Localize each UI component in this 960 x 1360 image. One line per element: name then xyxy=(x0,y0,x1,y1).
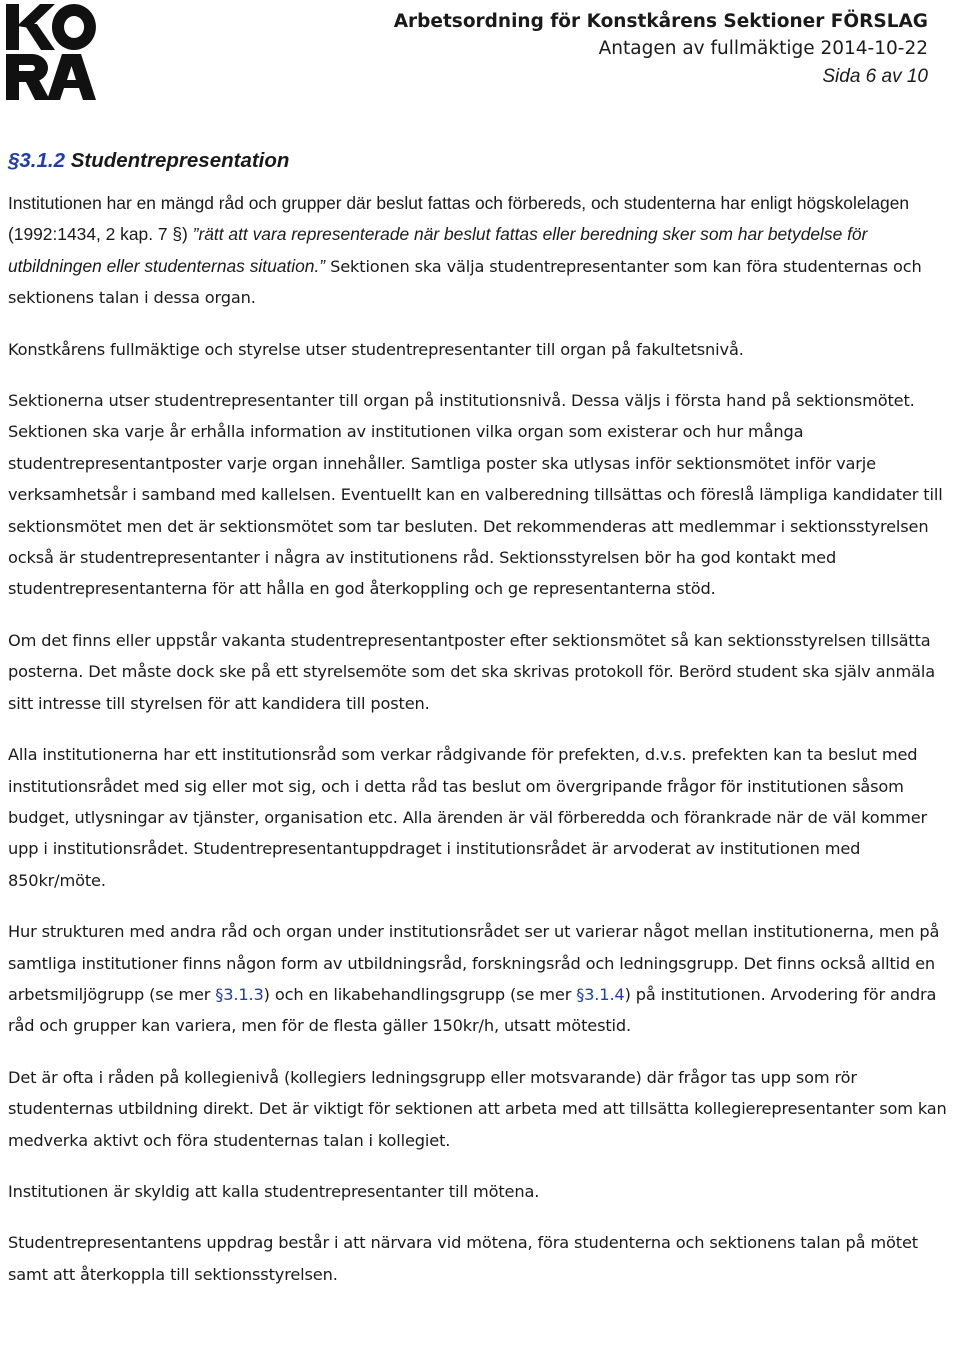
paragraph-institution-council: Alla institutionerna har ett institutionsråd som verkar rådgivande för prefekten, d.v.s. prefekten kan ta beslut med institutionsrådet med sig eller mot sig, och i detta råd tas beslut om övergripande frågor för institutionen såsom budget, utlysningar av tjänster, organisation etc. Alla ärenden är väl förberedda och förankrade när de väl kommer upp i institutionsrådet. Studentrepresentantuppdraget i institutionsrådet är arvoderat av institutionen med 850kr/möte. xyxy=(8,745,928,890)
page-header xyxy=(394,8,928,92)
document-title: Arbetsordning för Konstkårens Sektioner FÖRSLAG xyxy=(393,11,928,32)
kora-logo-icon xyxy=(4,2,96,102)
paragraph-intro xyxy=(8,188,952,314)
adoption-date: Antagen av fullmäktige 2014-10-22 xyxy=(598,38,928,59)
section-title: Studentrepresentation xyxy=(70,149,290,172)
intro-lead: Institutionen har en mängd råd och grupper där beslut fattas och förbereds, och studenterna har enligt högskolelagen (1992:1434, 2 kap. 7 §) xyxy=(8,193,910,245)
intro-rest: Sektionen ska välja studentrepresentanter som kan föra studenternas och sektionens talan i dessa organ. xyxy=(8,256,922,308)
paragraph-obligation: Institutionen är skyldig att kalla studentrepresentanter till mötena. xyxy=(8,1181,540,1201)
paragraph-collegium: Det är ofta i råden på kollegienivå (kollegiers ledningsgrupp eller motsvarande) där frågor tas upp som rör studenternas utbildning direkt. Det är viktigt för sektionen att arbeta med att tillsätta kollegierepresentanter som kan medverka aktivt och föra studenternas talan i kollegiet. xyxy=(8,1067,947,1150)
kora-logo xyxy=(4,2,96,102)
section-heading xyxy=(8,146,952,176)
paragraph-institution-level: Sektionerna utser studentrepresentanter till organ på institutionsnivå. Dessa väljs i första hand på sektionsmötet. Sektionen ska varje år erhålla information av institutionen vilka organ som existerar och hur många studentrepresentantposter varje organ innehåller. Samtliga poster ska utlysas inför sektionsmötet inför varje verksamhetsår i samband med kallelsen. Eventuellt kan en valberedning tillsättas och föreslå lämpliga kandidater till sektionsmötet men det är sektionsmötet som tar besluten. Det rekommenderas att medlemmar i sektionsstyrelsen också är studentrepresentanter i några av institutionens råd. Sektionsstyrelsen bör ha god kontakt med studentrepresentanterna för att hålla en god återkoppling och ge representanterna stöd. xyxy=(8,391,943,599)
paragraph-mission: Studentrepresentantens uppdrag består i att närvara vid mötena, föra studenterna och sektionens talan på mötet samt att återkoppla till sektionsstyrelsen. xyxy=(8,1233,918,1284)
paragraph-other-councils xyxy=(8,916,952,1042)
document-body xyxy=(8,146,952,1290)
law-quote: ”rätt att vara representerade när beslut fattas eller beredning sker som har betydelse för utbildningen eller studenternas situation.” xyxy=(8,224,868,276)
section-paragraph-sign: § xyxy=(8,149,20,172)
page-number: Sida 6 av 10 xyxy=(822,66,928,87)
paragraph-vacancies: Om det finns eller uppstår vakanta studentrepresentantposter efter sektionsmötet så kan sektionsstyrelsen tillsätta posterna. Det måste dock ske på ett styrelsemöte som det ska skrivas protokoll för. Berörd student ska själv anmäla sitt intresse till styrelsen för att kandidera till posten. xyxy=(8,630,935,713)
other-councils-text-b: ) och en likabehandlingsgrupp (se mer xyxy=(263,984,577,1004)
paragraph-faculty-level: Konstkårens fullmäktige och styrelse utser studentrepresentanter till organ på fakultetsnivå. xyxy=(8,339,744,359)
section-number: 3.1.2 xyxy=(19,149,66,172)
other-councils-text-c: ) på institutionen. Arvodering för andra råd och grupper kan variera, men för de flesta gäller 150kr/h, utsatt mötestid. xyxy=(8,984,937,1036)
other-councils-text-a: Hur strukturen med andra råd och organ under institutionsrådet ser ut varierar något mellan institutionerna, men på samtliga institutioner finns någon form av utbildningsråd, forskningsråd och ledningsgrupp. Det finns också alltid en arbetsmiljögrupp (se mer xyxy=(8,922,940,1004)
link-section-3-1-3[interactable]: §3.1.3 xyxy=(215,984,264,1004)
link-section-3-1-4[interactable]: §3.1.4 xyxy=(576,984,625,1004)
